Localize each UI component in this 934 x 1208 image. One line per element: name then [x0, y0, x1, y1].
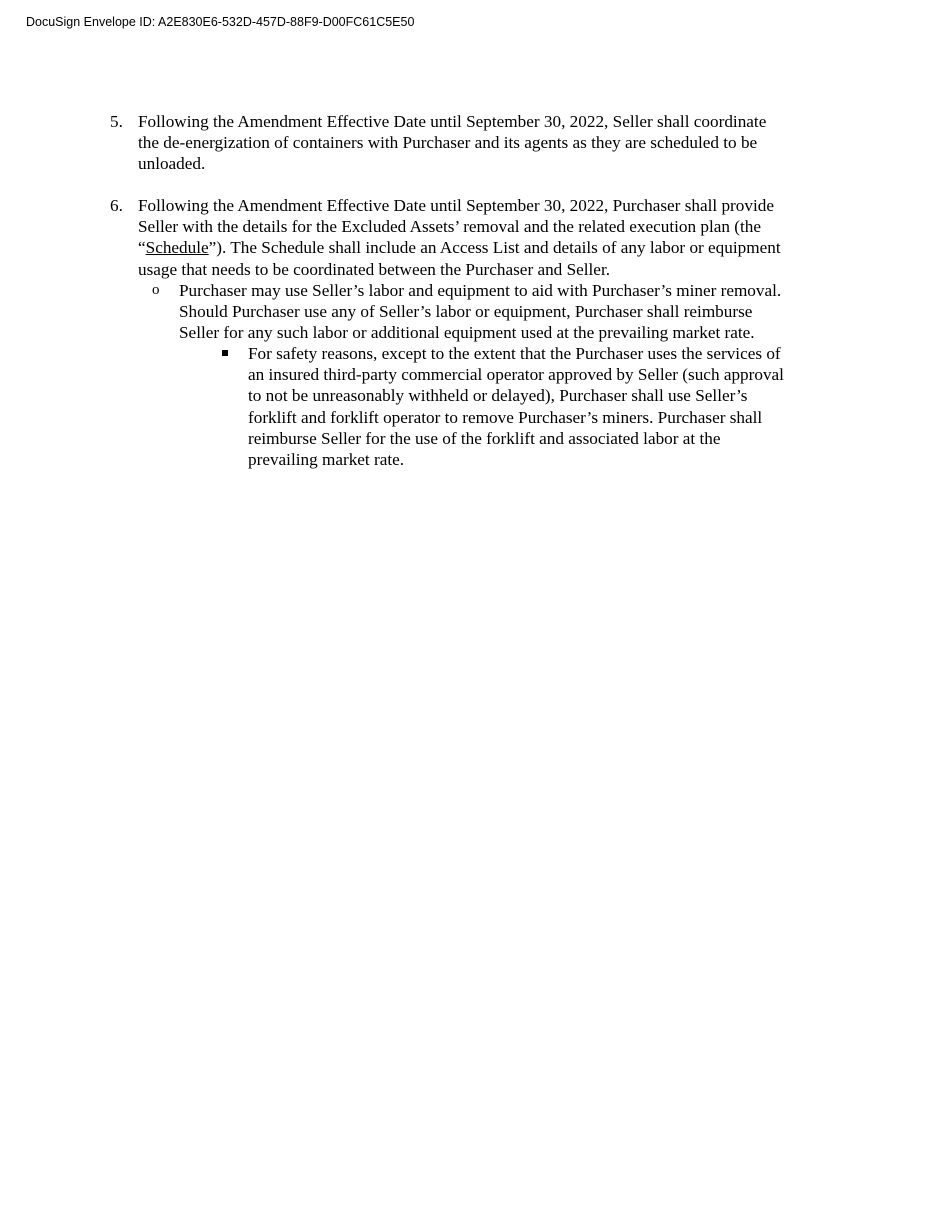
text-segment: ”). The Schedule shall include an Access List and details of any labor or equipment	[208, 238, 781, 258]
hollow-bullet-icon: o	[152, 282, 160, 298]
text-line: Following the Amendment Effective Date until September 30, 2022, Purchaser shall provide	[138, 196, 774, 215]
text-line: the de-energization of containers with Purchaser and its agents as they are scheduled to be	[138, 133, 758, 153]
item-text	[138, 195, 781, 280]
text-line: Should Purchaser use any of Seller’s labor or equipment, Purchaser shall reimburse	[179, 302, 753, 322]
text-line: usage that needs to be coordinated between the Purchaser and Seller.	[138, 259, 611, 279]
text-line: For safety reasons, except to the extent that the Purchaser uses the services of	[248, 344, 781, 363]
sub-item-text	[179, 280, 781, 344]
text-line: prevailing market rate.	[248, 450, 405, 470]
sub-sub-list-item	[248, 343, 838, 471]
text-line: forklift and forklift operator to remove Purchaser’s miners. Purchaser shall	[248, 407, 763, 427]
text-line: unloaded.	[138, 154, 206, 174]
text-line: Purchaser may use Seller’s labor and equipment to aid with Purchaser’s miner removal.	[179, 281, 782, 300]
sub-sub-item-text	[248, 343, 784, 470]
list-item-5	[110, 111, 830, 175]
item-number: 5.	[110, 112, 123, 131]
item-text	[138, 111, 766, 175]
item-number: 6.	[110, 196, 123, 215]
sub-list-item	[179, 280, 829, 344]
open-quote: “	[138, 238, 146, 258]
text-line: to not be unreasonably withheld or delayed), Purchaser shall use Seller’s	[248, 386, 748, 406]
text-line: Seller for any such labor or additional equipment used at the prevailing market rate.	[179, 323, 755, 343]
text-line: Following the Amendment Effective Date until September 30, 2022, Seller shall coordinate	[138, 112, 767, 131]
defined-term-schedule: Schedule	[145, 238, 209, 258]
square-bullet-icon	[222, 350, 228, 356]
list-item-6	[110, 195, 830, 280]
text-line: an insured third-party commercial operator approved by Seller (such approval	[248, 365, 784, 385]
text-line: reimburse Seller for the use of the forklift and associated labor at the	[248, 428, 721, 448]
text-line: Seller with the details for the Excluded Assets’ removal and the related execution plan (the	[138, 217, 761, 237]
envelope-id: DocuSign Envelope ID: A2E830E6-532D-457D-88F9-D00FC61C5E50	[26, 15, 415, 29]
text-line	[138, 237, 781, 258]
